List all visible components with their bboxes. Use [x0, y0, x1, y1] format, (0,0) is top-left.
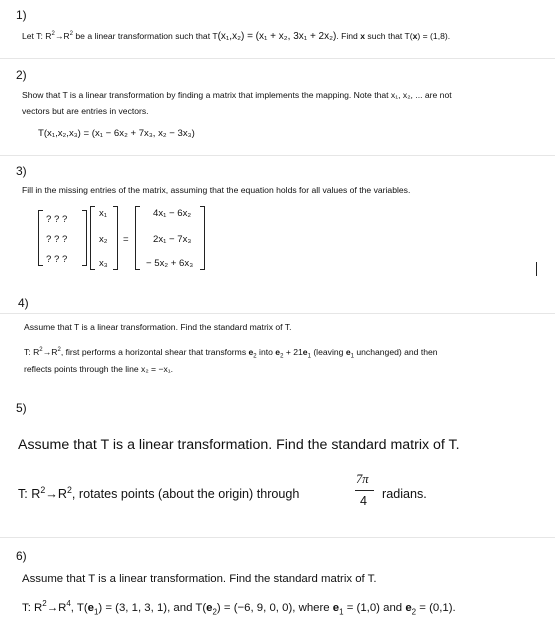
result-left-bracket: [135, 206, 140, 270]
result-entry-1: 4x₁ − 6x₂: [153, 208, 192, 219]
q1-text-d: . Find: [336, 31, 361, 41]
q4-e2b: e: [275, 347, 281, 357]
question-4-line1: Assume that T is a linear transformation. Find the standard matrix of T.: [24, 322, 292, 332]
q4-text-e: + 21: [283, 347, 303, 357]
q4-e2b-sub: 2: [280, 353, 284, 360]
vector-entry-3: x₃: [99, 258, 108, 269]
q4-text-g: unchanged) and then: [353, 347, 438, 357]
q1-bold-x2: x: [412, 31, 418, 41]
q4-e1b: e: [345, 347, 351, 357]
q5-sup2: 2: [67, 484, 72, 495]
vector-entry-2: x₂: [99, 234, 108, 245]
question-3-line1: Fill in the missing entries of the matrix, assuming that the equation holds for all values of the variables.: [22, 185, 411, 195]
q1-bold-x: x: [360, 31, 366, 41]
equals-sign: =: [123, 234, 129, 245]
question-5-line1: Assume that T is a linear transformation. Find the standard matrix of T.: [18, 437, 460, 453]
q4-e1b-sub: 1: [350, 353, 354, 360]
question-1-number: 1): [16, 8, 27, 22]
q6-e2: e: [206, 602, 213, 614]
question-2-formula: T(x₁,x₂,x₃) = (x₁ − 6x₂ + 7x₃, x₂ − 3x₃): [38, 128, 195, 139]
q4-text-c: , first performs a horizontal shear that transforms: [60, 347, 249, 357]
q6-text-c: , T(: [70, 602, 88, 614]
result-entry-3: − 5x₂ + 6x₃: [146, 258, 194, 269]
q5-text-a: T: R: [18, 487, 41, 501]
q6-sup1: 2: [42, 599, 47, 609]
question-2-line2: vectors but are entries in vectors.: [22, 106, 149, 116]
q5-text-d: radians.: [382, 487, 427, 501]
q6-text-a: T: R: [22, 602, 43, 614]
question-4-number: 4): [18, 296, 29, 310]
vector-left-bracket: [90, 206, 95, 270]
q1-text-c: be a linear transformation such that T: [73, 31, 218, 41]
q6-text-e: ) = (−6, 9, 0, 0), where: [216, 602, 333, 614]
vector-entry-1: x₁: [99, 208, 108, 219]
question-5-line2: [18, 484, 300, 501]
q4-sup1: 2: [39, 347, 43, 354]
separator: [0, 155, 555, 156]
result-right-bracket: [200, 206, 205, 270]
q6-text-g: = (0,1).: [416, 602, 456, 614]
q5-sup1: 2: [40, 484, 46, 495]
q4-e2: e: [248, 347, 254, 357]
q6-e2b: e: [405, 602, 412, 614]
matrix-right-bracket: [82, 210, 87, 266]
q6-text-b: →R: [46, 602, 67, 614]
q1-expression: (x₁,x₂) = (x₁ + x₂, 3x₁ + 2x₂): [217, 31, 337, 42]
matrix-left-bracket: [38, 210, 43, 266]
q6-e1b-sub: 1: [339, 607, 344, 617]
q4-text-f: (leaving: [310, 347, 346, 357]
q4-text-b: →R: [42, 347, 58, 357]
question-6-number: 6): [16, 549, 27, 563]
question-1-text: [22, 31, 450, 42]
question-2-number: 2): [16, 68, 27, 82]
q4-e1: e: [302, 347, 308, 357]
question-4-line3: reflects points through the line x₂ = −x₁.: [24, 364, 174, 374]
q4-sup2: 2: [57, 347, 61, 354]
matrix-row-3: ? ? ?: [46, 254, 68, 265]
q5-fraction-denominator: 4: [360, 494, 368, 508]
q6-e2-sub: 2: [212, 607, 217, 617]
question-4-line2: [24, 347, 438, 360]
q4-e1-sub: 1: [307, 353, 311, 360]
q6-e1: e: [87, 602, 94, 614]
question-6-line1: Assume that T is a linear transformation. Find the standard matrix of T.: [22, 573, 377, 585]
q4-e2-sub: 2: [253, 353, 257, 360]
q6-text-f: = (1,0) and: [343, 602, 406, 614]
q1-sup2: 2: [69, 31, 73, 38]
q1-text-f: ) = (1,8).: [417, 31, 451, 41]
question-3-number: 3): [16, 164, 27, 178]
result-entry-2: 2x₁ − 7x₃: [153, 234, 192, 245]
text-cursor: [536, 262, 537, 276]
q4-text-d: into: [256, 347, 276, 357]
question-2-line1: Show that T is a linear transformation by finding a matrix that implements the mapping. Note that x₁, x₂, ... are not: [22, 90, 452, 100]
q5-fraction-bar: [355, 490, 374, 491]
q6-text-d: ) = (3, 1, 3, 1), and T(: [98, 602, 207, 614]
separator: [0, 58, 555, 59]
q4-text-a: T: R: [24, 347, 40, 357]
q1-text-a: Let T: R: [22, 31, 52, 41]
q5-text-c: , rotates points (about the origin) through: [71, 487, 300, 501]
q1-text-e: such that T(: [365, 31, 413, 41]
q5-text-b: →R: [45, 487, 67, 501]
question-5-number: 5): [16, 401, 27, 415]
separator: [0, 313, 555, 314]
q5-fraction-numerator: 7π: [356, 472, 369, 486]
matrix-row-2: ? ? ?: [46, 234, 68, 245]
matrix-row-1: ? ? ?: [46, 214, 68, 225]
separator: [0, 537, 555, 538]
q6-e2b-sub: 2: [411, 607, 417, 617]
q1-sup1: 2: [51, 31, 55, 38]
q1-text-b: →R: [54, 31, 70, 41]
vector-right-bracket: [113, 206, 118, 270]
q6-e1-sub: 1: [93, 607, 99, 617]
q6-e1b: e: [332, 602, 340, 614]
question-6-line2: [22, 599, 456, 617]
q6-sup2: 4: [66, 599, 71, 609]
